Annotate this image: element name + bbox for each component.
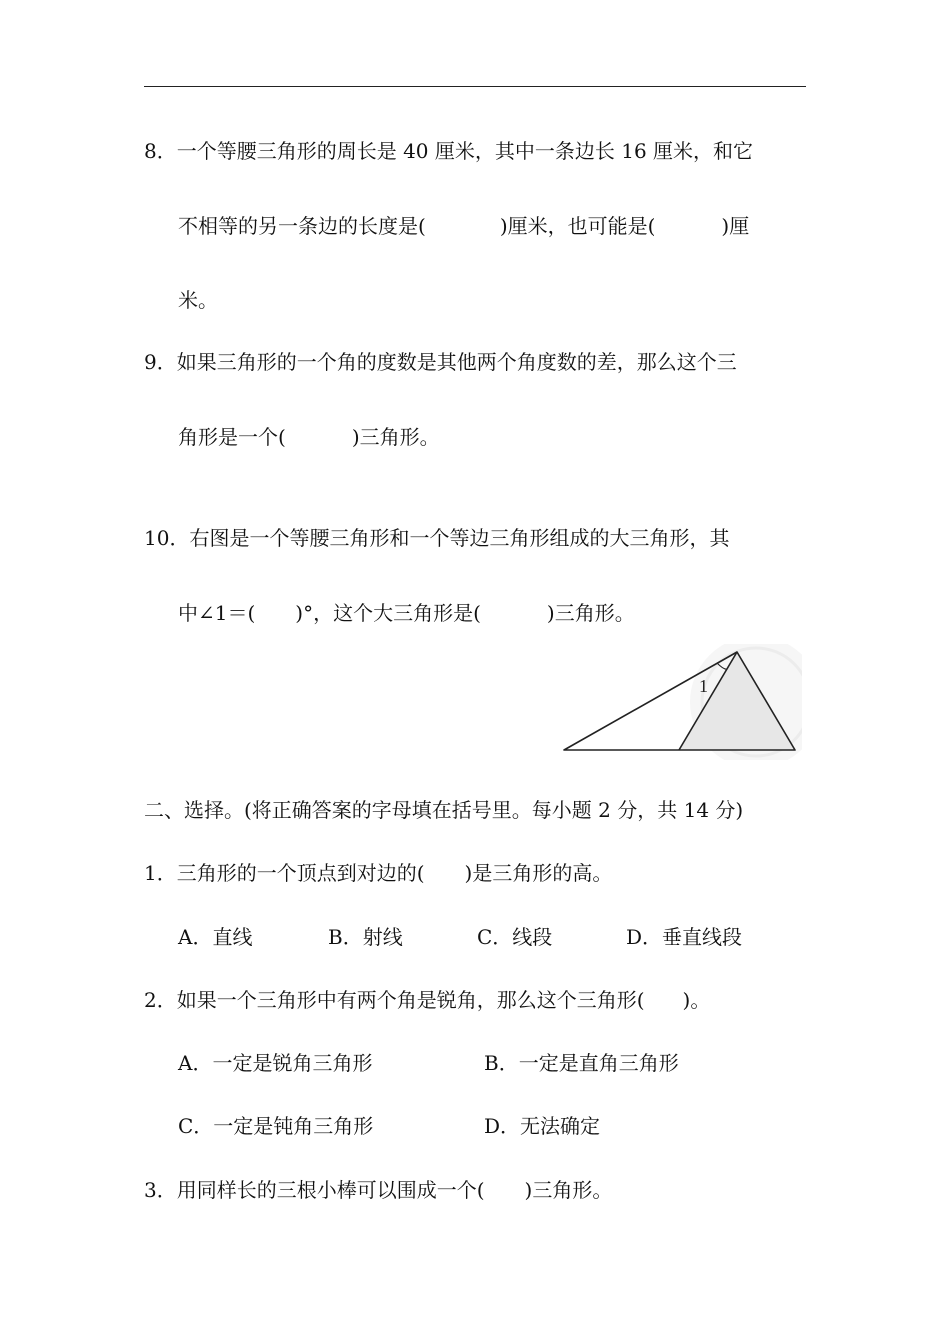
angle-1-label: 1: [699, 676, 708, 696]
c1-option-c[interactable]: C．线段: [477, 925, 553, 949]
c2-option-c[interactable]: C．一定是钝角三角形: [178, 1114, 374, 1138]
q9-text-b: )三角形。: [351, 425, 440, 449]
c2-option-a[interactable]: A．一定是锐角三角形: [178, 1051, 373, 1075]
triangle-figure: [556, 644, 802, 760]
q9-line-2: [178, 423, 440, 451]
q10-line-1: 10．右图是一个等腰三角形和一个等边三角形组成的大三角形，其: [144, 526, 730, 550]
q8-line-3: 米。: [178, 288, 218, 312]
section-2-heading: 二、选择。(将正确答案的字母填在括号里。每小题 2 分，共 14 分): [144, 798, 744, 822]
q8-line-1: 8．一个等腰三角形的周长是 40 厘米，其中一条边长 16 厘米，和它: [144, 139, 754, 163]
q8-text-c: )厘: [721, 214, 750, 238]
c3-text-a: 3．用同样长的三根小棒可以围成一个(: [144, 1178, 485, 1202]
c1-option-b[interactable]: B．射线: [328, 925, 403, 949]
q9-text-a: 角形是一个(: [178, 425, 286, 449]
q10-text-a: 中∠1＝(: [178, 601, 256, 625]
c1-text-a: 1．三角形的一个顶点到对边的(: [144, 861, 425, 885]
q10-text-c: )三角形。: [546, 601, 635, 625]
c1-option-d[interactable]: D．垂直线段: [626, 925, 743, 949]
c2-stem: [144, 986, 710, 1014]
q8-text-a: 不相等的另一条边的长度是(: [178, 214, 426, 238]
c1-option-a[interactable]: A．直线: [178, 925, 253, 949]
c2-text-a: 2．如果一个三角形中有两个角是锐角，那么这个三角形(: [144, 988, 645, 1012]
c2-option-d[interactable]: D．无法确定: [484, 1114, 601, 1138]
c2-option-b[interactable]: B．一定是直角三角形: [484, 1051, 679, 1075]
c3-stem: [144, 1176, 612, 1204]
c3-text-b: )三角形。: [524, 1178, 613, 1202]
c2-text-b: )。: [682, 988, 711, 1012]
c1-text-b: )是三角形的高。: [464, 861, 613, 885]
q8-text-b: )厘米，也可能是(: [499, 214, 656, 238]
q10-text-b: )°，这个大三角形是(: [295, 601, 481, 625]
c1-stem: [144, 859, 612, 887]
q9-line-1: 9．如果三角形的一个角的度数是其他两个角度数的差，那么这个三: [144, 350, 737, 374]
q10-line-2: [178, 599, 635, 627]
q8-line-2: [178, 212, 749, 240]
header-rule: [144, 86, 806, 87]
